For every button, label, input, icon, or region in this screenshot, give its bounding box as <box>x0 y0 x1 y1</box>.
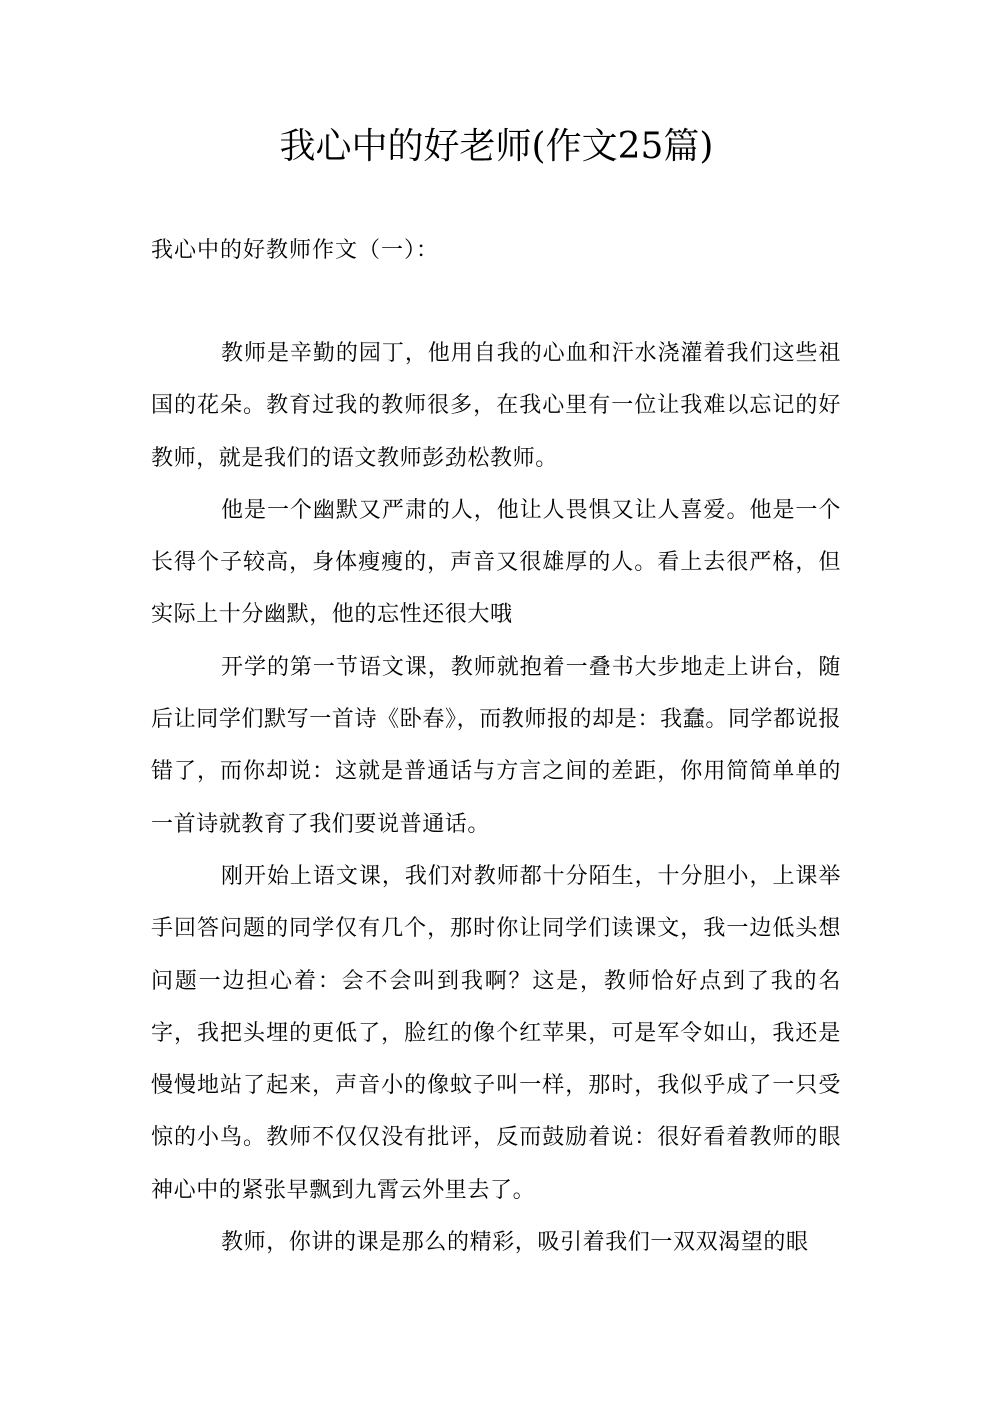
essay-subheading: 我心中的好教师作文（一）： <box>151 238 440 263</box>
essay-body <box>151 328 841 1269</box>
paragraph-1: 教师是辛勤的园丁，他用自我的心血和汗水浇灌着我们这些祖国的花朵。教育过我的教师很多，在我心里有一位让我难以忘记的好教师，就是我们的语文教师彭劲松教师。 <box>151 341 841 471</box>
paragraph-4: 刚开始上语文课，我们对教师都十分陌生，十分胆小，上课举手回答问题的同学仅有几个，那时你让同学们读课文，我一边低头想问题一边担心着：会不会叫到我啊？这是，教师恰好点到了我的名字，我把头埋的更低了，脸红的像个红苹果，可是军令如山，我还是慢慢地站了起来，声音小的像蚊子叫一样，那时，我似乎成了一只受惊的小鸟。教师不仅仅没有批评，反而鼓励着说：很好看着教师的眼神心中的紧张早飘到九霄云外里去了。 <box>151 863 841 1203</box>
paragraph-3: 开学的第一节语文课，教师就抱着一叠书大步地走上讲台，随后让同学们默写一首诗《卧春》，而教师报的却是：我蠢。同学都说报错了，而你却说：这就是普通话与方言之间的差距，你用简简单单的一首诗就教育了我们要说普通话。 <box>151 654 841 837</box>
paragraph-2: 他是一个幽默又严肃的人，他让人畏惧又让人喜爱。他是一个长得个子较高，身体瘦瘦的，声音又很雄厚的人。看上去很严格，但实际上十分幽默，他的忘性还很大哦 <box>151 497 841 628</box>
paragraph-5: 教师，你讲的课是那么的精彩，吸引着我们一双双渴望的眼 <box>221 1230 809 1256</box>
document-title: 我心中的好老师(作文25篇) <box>279 126 714 167</box>
